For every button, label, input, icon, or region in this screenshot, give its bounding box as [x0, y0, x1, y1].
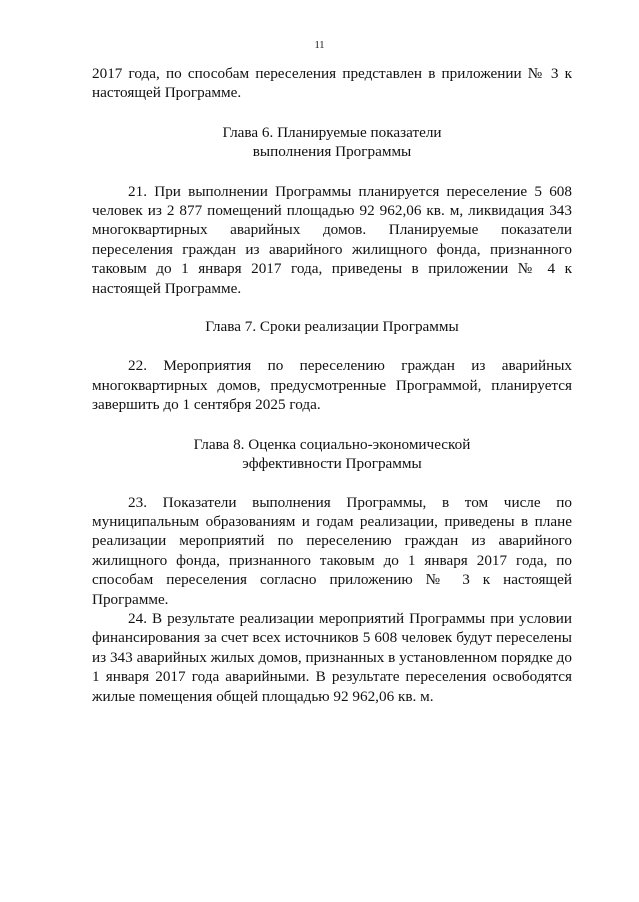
- chapter-6-heading-line-2: выполнения Программы: [252, 143, 412, 161]
- chapter-7-heading: Глава 7. Сроки реализации Программы: [205, 318, 459, 336]
- page-number: 11: [314, 40, 325, 51]
- paragraph-24: 24. В результате реализации мероприятий Программы при условии финансирования за счет всех источников 5 608 человек будут переселены из 343 аварийных жилых домов, признанных в установленном порядке до 1 января 2017 года аварийными. В результате переселения освободятся жилые помещения общей площадью 92 962,06 кв. м.: [92, 609, 572, 705]
- chapter-6-heading: [92, 123, 572, 162]
- paragraph-22: 22. Мероприятия по переселению граждан из аварийных многоквартирных домов, предусмотренные Программой, планируется завершить до 1 сентября 2025 года.: [92, 357, 572, 414]
- chapter-8-heading: [92, 435, 572, 474]
- paragraph-23: 23. Показатели выполнения Программы, в том числе по муниципальным образованиям и годам реализации, приведены в плане реализации мероприятий по переселению граждан из аварийного жилищного фонда, признанного таковым до 1 января 2017 года, по способам переселения согласно приложению № 3 к настоящей Программе.: [92, 493, 572, 608]
- chapter-6-heading-line-1: Глава 6. Планируемые показатели: [222, 123, 442, 141]
- chapter-8-heading-line-1: Глава 8. Оценка социально-экономической: [193, 435, 471, 453]
- paragraph-21: 21. При выполнении Программы планируется переселение 5 608 человек из 2 877 помещений площадью 92 962,06 кв. м, ликвидация 343 многоквартирных аварийных домов. Планируемые показатели переселения граждан из аварийного жилищного фонда, признанного таковым до 1 января 2017 года, приведены в приложении № 4 к настоящей Программе.: [92, 182, 572, 297]
- intro-paragraph: 2017 года, по способам переселения представлен в приложении № 3 к настоящей Программе.: [92, 65, 572, 102]
- chapter-8-heading-line-2: эффективности Программы: [242, 455, 422, 473]
- document-body: [92, 64, 572, 706]
